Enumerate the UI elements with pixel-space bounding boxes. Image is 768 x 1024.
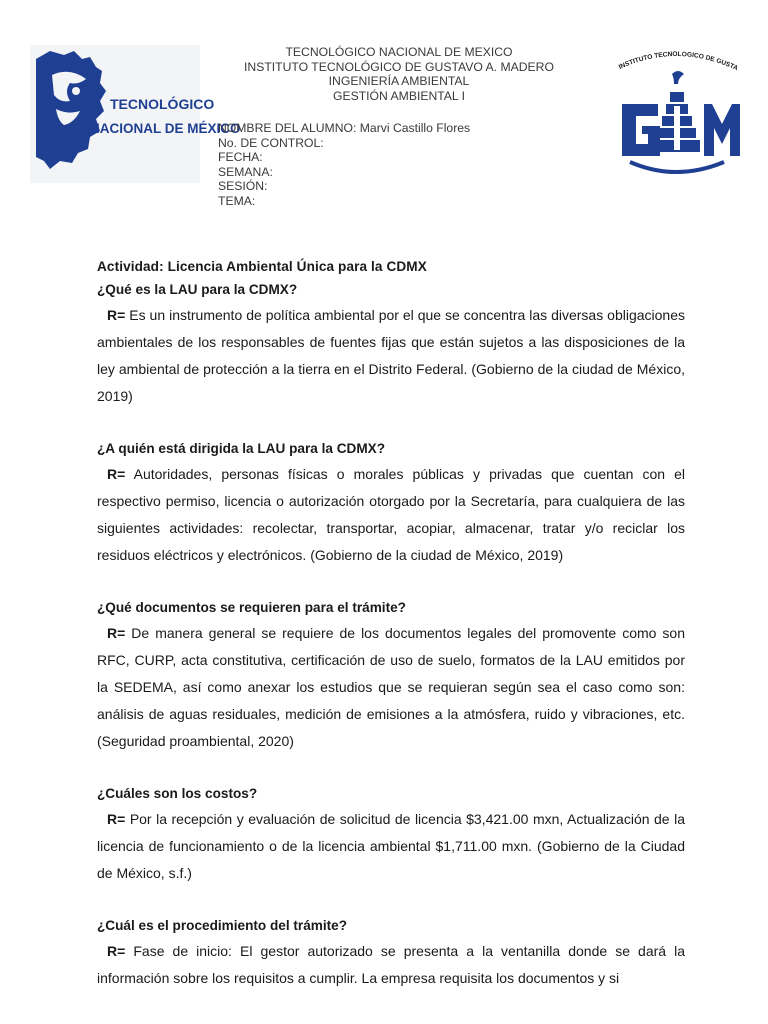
header-line-4: GESTIÓN AMBIENTAL I <box>332 88 466 103</box>
answer-text: Es un instrumento de política ambiental por el que se concentra las diversas obligaciones ambientales de los responsables de fuentes fijas que están sujetos a las disposiciones de la ley ambiental de protección a la tierra en el Distrito Federal. (Gobierno de la ciudad de México, 2019) <box>97 307 686 404</box>
section-que-es <box>97 278 685 410</box>
answer <box>97 620 685 755</box>
section-procedimiento <box>97 914 685 992</box>
answer-prefix: R= <box>107 625 126 641</box>
question: ¿Cuáles son los costos? <box>97 786 258 801</box>
header-line-2: INSTITUTO TECNOLÓGICO DE GUSTAVO A. MADERO <box>244 59 554 74</box>
svg-text:INSTITUTO TECNOLOGICO DE GUSTA <box>612 44 739 72</box>
itgam-logo <box>612 44 740 184</box>
control-number: No. DE CONTROL: <box>218 135 324 150</box>
date-field: FECHA: <box>218 150 263 164</box>
question: ¿Qué es la LAU para la CDMX? <box>97 282 298 297</box>
answer-prefix: R= <box>107 466 126 482</box>
topic-field: TEMA: <box>218 193 256 208</box>
answer <box>97 806 685 887</box>
answer-prefix: R= <box>107 307 126 323</box>
answer-text: De manera general se requiere de los documentos legales del promovente como son RFC, CURP, acta constitutiva, certificación de uso de suelo, formatos de la LAU emitidos por la SEDEMA, así como anexar los estudios que se requieran según sea el caso como son: análisis de aguas residuales, medición de emisiones a la atmósfera, ruido y vibraciones, etc. (Seguridad proambiental, 2020) <box>97 625 685 749</box>
week-field: SEMANA: <box>218 164 273 179</box>
itgam-pyramid-logo-icon <box>612 44 740 184</box>
header-line-1: TECNOLÓGICO NACIONAL DE MEXICO <box>285 45 513 59</box>
itgam-arc-text: INSTITUTO TECNOLOGICO DE GUSTA <box>617 50 739 73</box>
answer-prefix: R= <box>107 811 126 827</box>
answer <box>97 461 685 569</box>
section-costos <box>97 782 685 887</box>
answer <box>97 302 685 410</box>
section-a-quien <box>97 437 685 569</box>
institution-header <box>212 45 586 103</box>
question: ¿Qué documentos se requieren para el trámite? <box>97 600 406 615</box>
student-info <box>218 121 598 208</box>
tecnm-logo-line2: NACIONAL DE MÉXICO <box>90 121 241 136</box>
section-documentos <box>97 596 685 755</box>
question: ¿A quién está dirigida la LAU para la CDMX? <box>97 441 386 456</box>
document-body <box>97 255 685 1019</box>
answer-text: Por la recepción y evaluación de solicitud de licencia $3,421.00 mxn, Actualización de la licencia de funcionamiento o de la licencia ambiental $1,711.00 mxn. (Gobierno de la Ciudad de México, s.f.) <box>97 811 686 881</box>
answer-text: Fase de inicio: El gestor autorizado se presenta a la ventanilla donde se dará la información sobre los requisitos a cumplir. La empresa requisita los documentos y si <box>97 943 686 986</box>
session-field: SESIÓN: <box>218 179 268 193</box>
tecnm-logo-line1: TECNOLÓGICO <box>110 96 215 112</box>
answer <box>97 938 685 992</box>
answer-text: Autoridades, personas físicas o morales públicas y privadas que cuentan con el respectivo permiso, licencia o autorización otorgado por la Secretaría, para cualquiera de las siguientes actividades: recolectar, transportar, acopiar, almacenar, tratar y/o reciclar los residuos eléctricos y electrónicos. (Gobierno de la ciudad de México, 2019) <box>97 466 686 563</box>
student-name: NOMBRE DEL ALUMNO: Marvi Castillo Flores <box>218 121 471 135</box>
activity-title: Actividad: Licencia Ambiental Única para la CDMX <box>97 259 427 274</box>
question: ¿Cuál es el procedimiento del trámite? <box>97 918 348 933</box>
answer-prefix: R= <box>107 943 126 959</box>
header-line-3: INGENIERÍA AMBIENTAL <box>328 74 470 88</box>
